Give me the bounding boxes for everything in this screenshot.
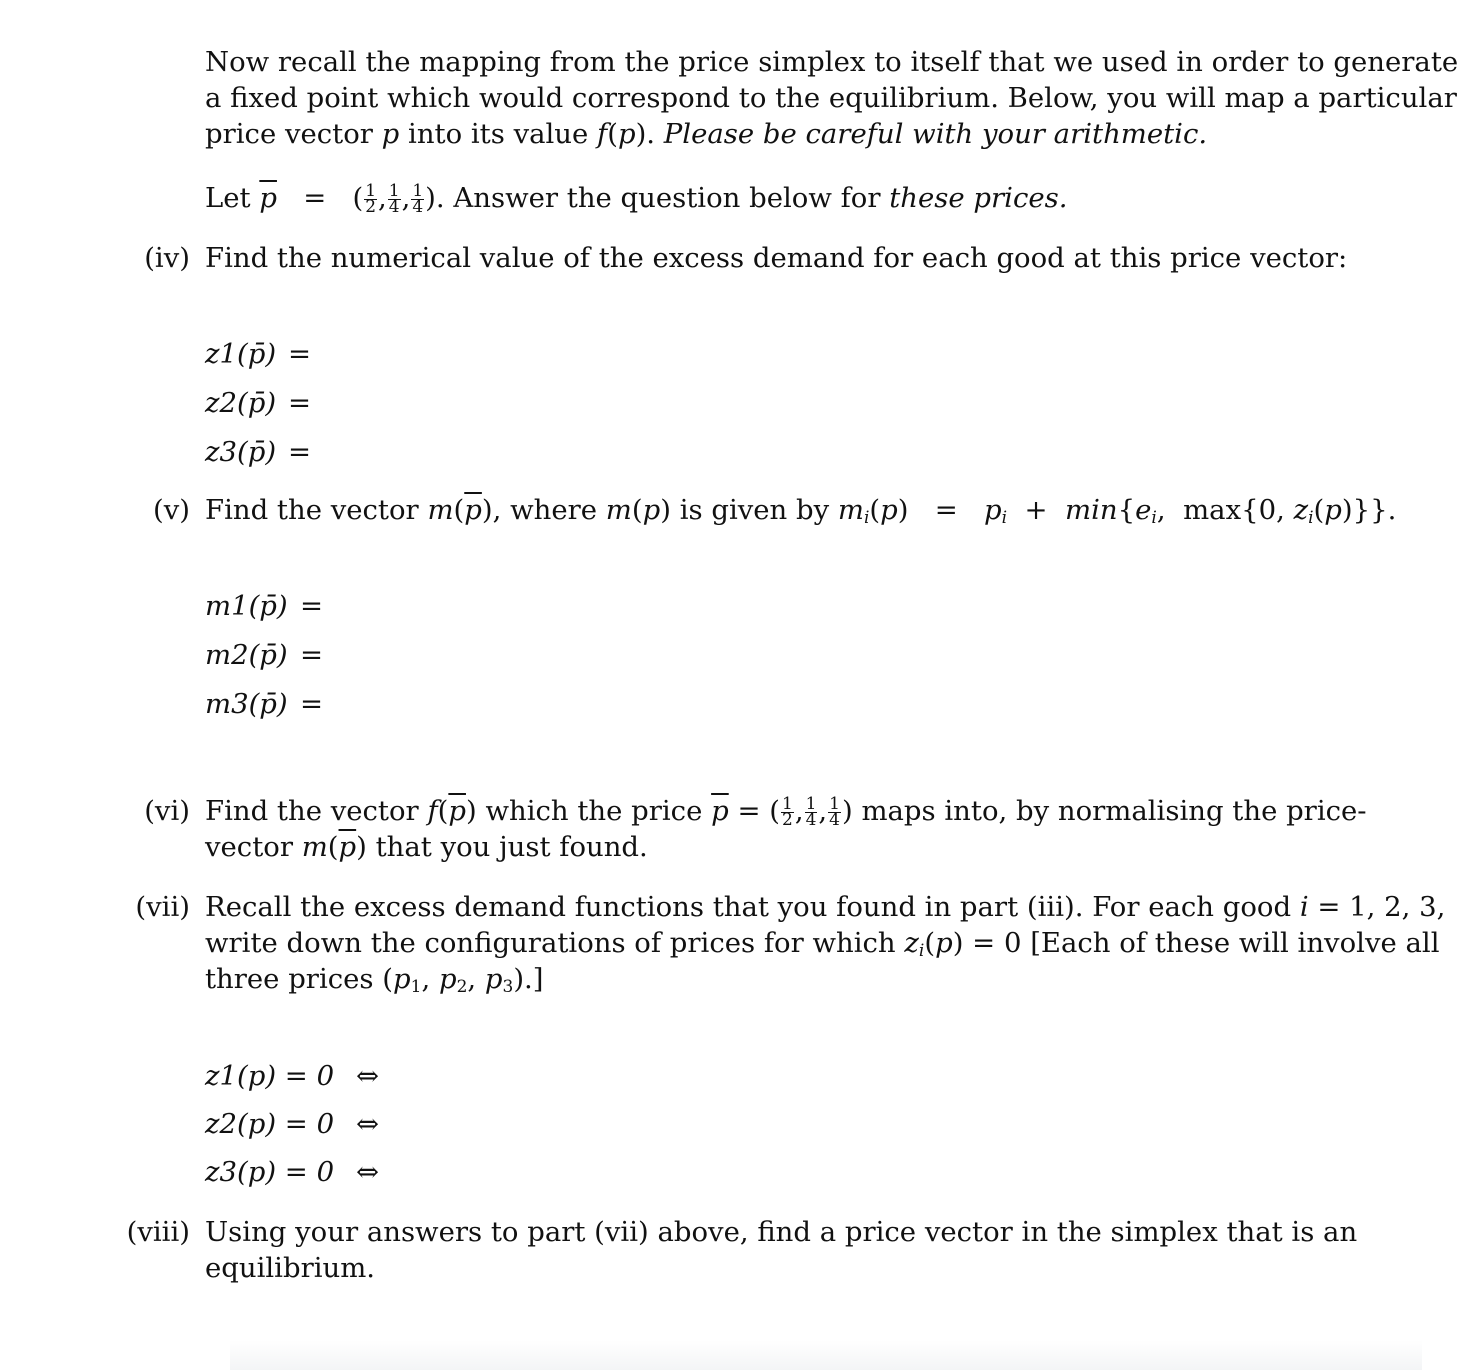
part-vi-pre: Find the vector — [205, 795, 419, 827]
part-vii-line-2: write down the configurations of prices for which $z_i(p) = 0$ [Each of these will involve all — [205, 927, 1440, 961]
part-vi-mid: which the price — [485, 795, 703, 827]
part-vii-label: (vii) — [135, 891, 190, 923]
part-v-pre: Find the vector — [205, 494, 419, 526]
iff-symbol-2: ⇔ — [356, 1108, 380, 1140]
part-vi-line2-pre: vector — [205, 831, 293, 863]
part-vi-post: maps into, by normalising the price- — [861, 795, 1367, 827]
fraction-half: $\frac{1}{2}$ — [365, 181, 377, 217]
fraction-quarter: $\frac{1}{4}$ — [829, 794, 840, 830]
part-viii-label: (viii) — [126, 1216, 190, 1248]
part-v-mid2: is given by — [679, 494, 830, 526]
intro-line-3-italic: Please be careful with your arithmetic. — [663, 118, 1208, 150]
bottom-shadow — [230, 1340, 1422, 1370]
part-vii-line1-tail: = 1, 2, 3, — [1317, 891, 1446, 923]
z-row-3: z3(p̄) — [205, 436, 277, 468]
m-row-1: m1(p̄) — [205, 590, 288, 622]
fraction-quarter: $\frac{1}{4}$ — [412, 181, 424, 217]
iff-symbol-3: ⇔ — [356, 1156, 380, 1188]
part-vi-line-1: Find the vector $f(\overline{p})$ which the price $\overline{p}$ = ( $\frac{1}{2}$ , $\frac{1}{4}$ , $\frac{1}{4}$ ) maps into, by normalising the price- — [205, 794, 1367, 830]
m-row-3: m3(p̄) — [205, 688, 288, 720]
part-vi-line2-post: that you just found. — [375, 831, 648, 863]
part-iv-text: Find the numerical value of the excess demand for each good at this price vector: — [205, 242, 1348, 274]
intro-line-3-mid: into its value — [399, 118, 598, 150]
z-row-3-equals: = — [288, 436, 312, 468]
part-vii-line-3: three prices ($p_1$, $p_2$, $p_3$).] — [205, 963, 544, 997]
intro-line-1: Now recall the mapping from the price simplex to itself that we used in order to generate — [205, 46, 1458, 78]
intro-line-3-pre: price vector — [205, 118, 382, 150]
part-v-label: (v) — [153, 494, 190, 526]
fraction-quarter: $\frac{1}{4}$ — [388, 181, 400, 217]
m-row-1-equals: = — [300, 590, 324, 622]
intro-line-3: price vector p into its value f(p). Please be careful with your arithmetic. — [205, 118, 1208, 150]
iff-symbol-1: ⇔ — [356, 1060, 380, 1092]
let-equals: = — [303, 182, 327, 214]
z-row-1: z1(p̄) — [205, 338, 277, 370]
part-viii-line-2: equilibrium. — [205, 1252, 376, 1284]
z-row-2: z2(p̄) — [205, 387, 277, 419]
let-pre: Let — [205, 182, 251, 214]
fraction-quarter: $\frac{1}{4}$ — [805, 794, 817, 830]
part-vii-line3-post: .] — [524, 963, 544, 995]
part-v-mid: , where — [492, 494, 598, 526]
fraction-half: $\frac{1}{2}$ — [781, 794, 793, 830]
part-vi-label: (vi) — [144, 795, 190, 827]
m-row-2: m2(p̄) — [205, 639, 288, 671]
z-row-1-equals: = — [288, 338, 312, 370]
part-vii-line3-pre: three prices — [205, 963, 374, 995]
part-vii-line-1: Recall the excess demand functions that you found in part (iii). For each good i = 1, 2, 3, — [205, 891, 1446, 923]
zp-row-3: z3(p) = 0 — [205, 1156, 335, 1188]
part-vi-line-2: vector $m(\overline{p})$ that you just found. — [205, 831, 648, 863]
let-italic: these prices. — [889, 182, 1068, 214]
part-vii-line2-post: = 0 [Each of these will involve all — [972, 927, 1440, 959]
part-iv-label: (iv) — [144, 242, 190, 274]
formula-min: min — [1065, 494, 1118, 526]
part-vii-line2-pre: write down the configurations of prices for which — [205, 927, 896, 959]
intro-line-2: a fixed point which would correspond to the equilibrium. Below, you will map a particular — [205, 82, 1457, 114]
part-vii-line1-text: Recall the excess demand functions that you found in part (iii). For each good — [205, 891, 1292, 923]
part-viii-line-1: Using your answers to part (vii) above, find a price vector in the simplex that is an — [205, 1216, 1358, 1248]
let-post: Answer the question below for — [453, 182, 881, 214]
zp-row-1: z1(p) = 0 — [205, 1060, 335, 1092]
zp-row-2: z2(p) = 0 — [205, 1108, 335, 1140]
z-row-2-equals: = — [288, 387, 312, 419]
m-row-2-equals: = — [300, 639, 324, 671]
formula-max: max — [1183, 494, 1242, 526]
m-row-3-equals: = — [300, 688, 324, 720]
let-line: Let $\overline{p}$ = ( $\frac{1}{2}$ , $\frac{1}{4}$ , $\frac{1}{4}$ ). Answer the question below for these prices. — [205, 181, 1068, 217]
part-v-text: Find the vector $m(\overline{p})$, where m(p) is given by $m_i(p) = p_i + \min\{e_i$, max{0, $z_i(p)$}}. — [205, 494, 1397, 528]
